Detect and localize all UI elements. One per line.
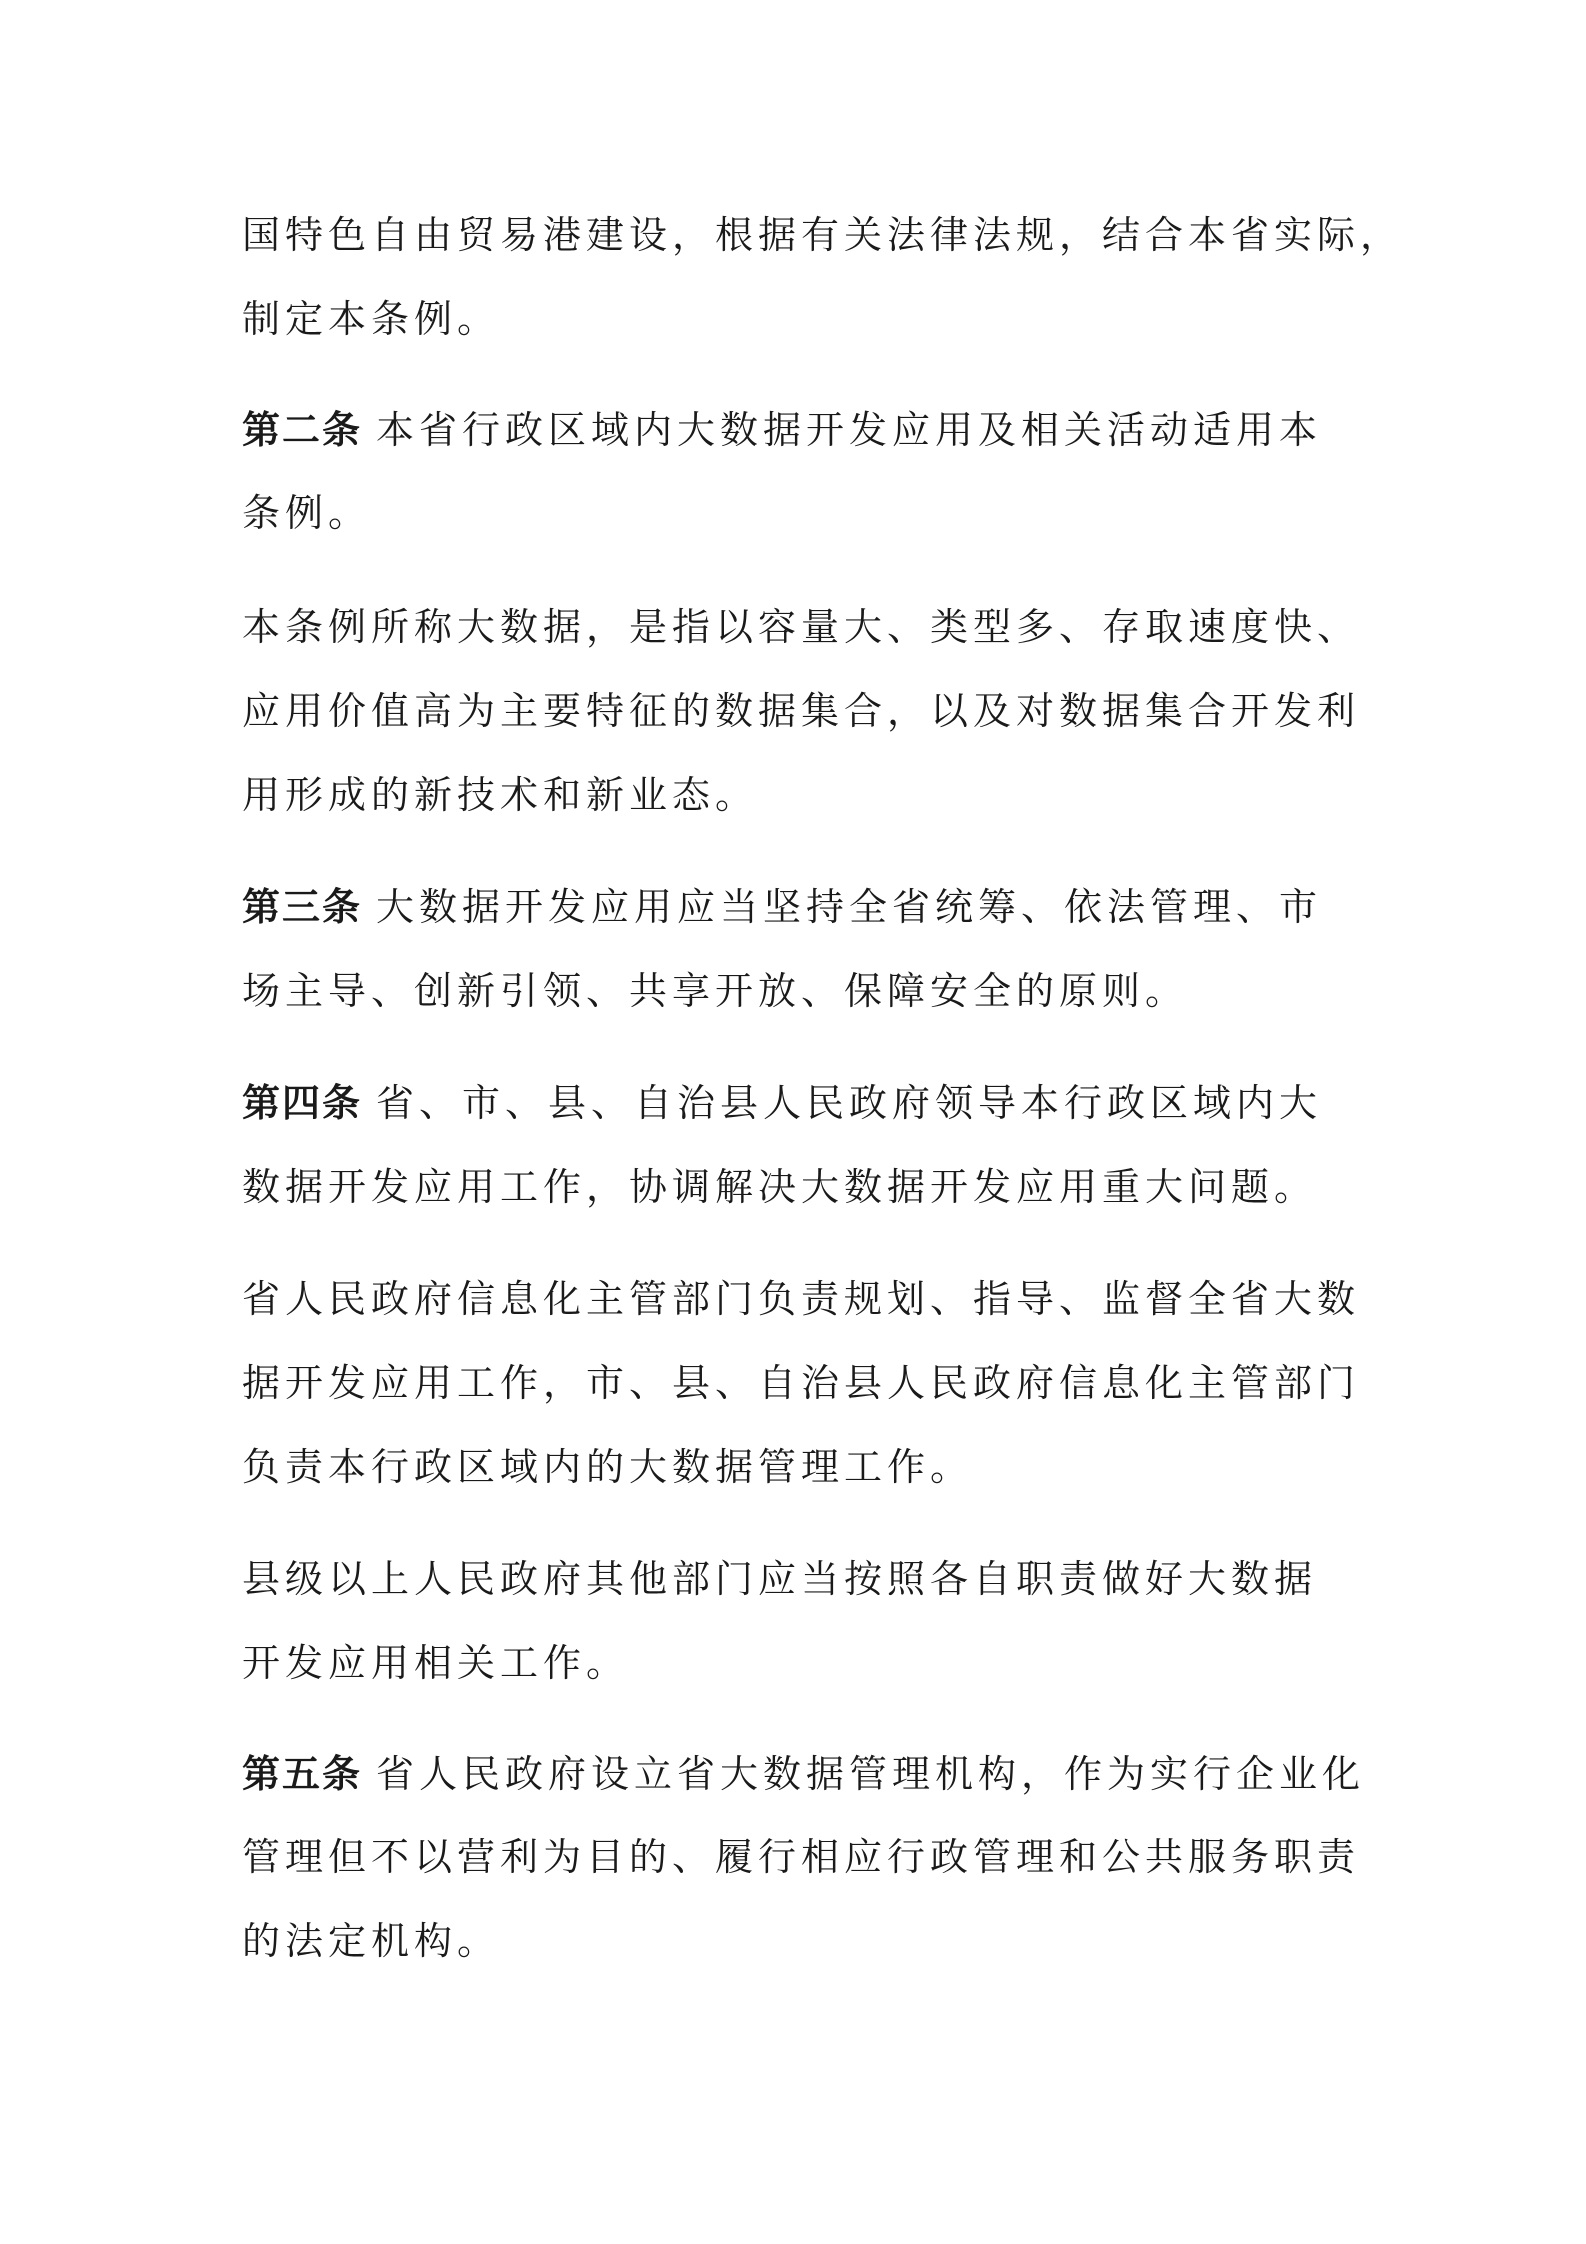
text-line: 大数据开发应用应当坚持全省统筹、依法管理、市 [376,885,1323,929]
text-line: 场主导、创新引领、共享开放、保障安全的原则。 [242,969,1189,1013]
article-2 [242,405,1322,455]
text-line: 开发应用相关工作。 [242,1641,630,1685]
article-heading: 第五条 [242,1752,363,1796]
text-line: 应用价值高为主要特征的数据集合，以及对数据集合开发利 [242,689,1361,733]
text-line: 数据开发应用工作，协调解决大数据开发应用重大问题。 [242,1165,1318,1209]
text-line: 制定本条例。 [242,297,501,341]
article-heading: 第三条 [242,885,363,929]
article-4 [242,1078,1322,1128]
text-line: 省人民政府设立省大数据管理机构，作为实行企业化 [376,1752,1366,1796]
text-line: 据开发应用工作，市、县、自治县人民政府信息化主管部门 [242,1361,1361,1405]
text-line: 负责本行政区域内的大数据管理工作。 [242,1445,974,1489]
article-heading: 第四条 [242,1081,363,1125]
text-line: 国特色自由贸易港建设，根据有关法律法规，结合本省实际， [242,213,1404,257]
text-line: 本条例所称大数据，是指以容量大、类型多、存取速度快、 [242,605,1361,649]
text-line: 条例。 [242,491,372,535]
text-line: 县级以上人民政府其他部门应当按照各自职责做好大数据 [242,1557,1318,1601]
text-line: 省人民政府信息化主管部门负责规划、指导、监督全省大数 [242,1277,1361,1321]
text-line: 省、市、县、自治县人民政府领导本行政区域内大 [376,1081,1323,1125]
article-3 [242,882,1322,932]
text-line: 的法定机构。 [242,1919,501,1963]
text-line: 管理但不以营利为目的、履行相应行政管理和公共服务职责 [242,1835,1361,1879]
text-line: 用形成的新技术和新业态。 [242,773,759,817]
text-line: 本省行政区域内大数据开发应用及相关活动适用本 [376,408,1323,452]
article-5 [242,1749,1365,1799]
article-heading: 第二条 [242,408,363,452]
